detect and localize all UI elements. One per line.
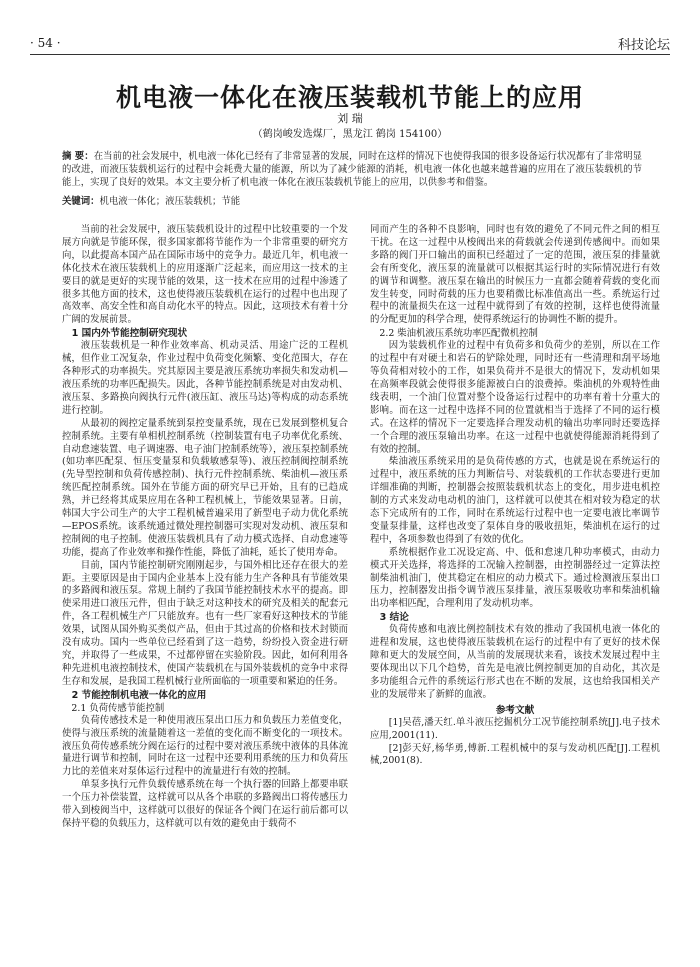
paragraph: 因为装载机作业的过程中有负荷多和负荷少的差别，所以在工作的过程中有对硬土和岩石的铲除处理，同时还有一些清理和刮平场地等负荷相对较小的工作，如果负荷并不是很大的情况下，发动机如果在高频率段就会使得很多能源被白白的浪费掉。柴油机的外观特性曲线表明，一个油门位置对整个设备运行过程中的功率有着十分重大的影响。而在这一过程中选择不同的位置就相当于选择了不同的运行模式。在这样的情况下一定要选择合理发动机的输出功率同时还要选择一个合理的液压泵输出功率。在这一过程中也就使得能源消耗得到了有效的控制。	[370, 340, 660, 455]
running-header	[30, 30, 670, 56]
paragraph: 液压装载机是一种作业效率高、机动灵活、用途广泛的工程机械，但作业工况复杂，作业过程中负荷变化频繁、变化范围大，存在各种形式的功率损失。究其原因主要是液压系统功率损失和发动机—液压系统的功率匹配损失。因此，各种节能控制系统是对由发动机、液压泵、多路换向阀执行元件(液压缸、液压马达)等构成的动态系统进行控制。	[62, 340, 348, 416]
paragraph: 当前的社会发展中，液压装载机设计的过程中比较重要的一个发展方向就是节能环保，很多国家都将节能作为一个非常重要的研究方向，以此提高本国产品在国际市场中的竞争力。最近几年，机电液一体化技术在液压装载机上的应用逐渐广泛起来，而应用这一技术的主要目的就是更好的实现节能的效果，这一技术在应用的过程中渗透了很多其他方面的技术，这也使得液压装载机在运行的过程中也出现了高效率、高安全性和高自动化水平的特点。因此，这项技术有着十分广阔的发展前景。	[62, 224, 348, 326]
paragraph: 系统根据作业工况设定高、中、低和怠速几种功率模式，由动力模式开关选择，将选择的工况输入控制器，由控制器经过一定算法控制柴油机油门，使其稳定在相应的动力模式下。通过检测液压泵出口压力，控制器发出指令调节液压泵排量，液压泵吸收功率和柴油机输出功率相匹配，合理利用了发动机功率。	[370, 546, 660, 610]
paragraph: 负荷传感技术是一种使用液压泵出口压力和负载压力差值变化，使得与液压系统的流量随着这一差值的变化而不断变化的一项技术。液压负荷传感系统分阀在运行的过程中要对液压系统中液体的具体流量进行调节和控制，同时在这一过程中还要利用系统的压力和负荷压力比的差值来对泵体运行过程中的流量进行有效的控制。	[62, 714, 348, 778]
header-rule	[30, 54, 670, 55]
page-number: · 54 ·	[30, 36, 61, 50]
references-heading: 参考文献	[495, 704, 535, 716]
keywords-text: 机电液一体化；液压装载机；节能	[99, 196, 241, 207]
author: 刘 瑞	[337, 112, 363, 125]
paragraph: 负荷传感和电液比例控制技术有效的推动了我国机电液一体化的进程和发展，这也使得液压装载机在运行的过程中有了更好的技术保障和更大的发展空间，从当前的发展现状来看，该技术发展过程中主要体现出以下几个趋势，首先是电液比例控制更加的自动化，其次是多功能组合元件的系统运行形式也在不断的发展，这也给我国相关产业的发展带来了新鲜的血液。	[370, 624, 660, 700]
subsection-heading: 2.1 负荷传感节能控制	[71, 702, 165, 714]
affiliation: （鹤岗峻发选煤厂，黑龙江 鹤岗 154100）	[252, 129, 448, 140]
keywords-label: 关键词：	[62, 196, 100, 207]
paper-title: 机电液一体化在液压装载机节能上的应用	[115, 83, 584, 112]
reference-item: [2]彭天好,杨华勇,傅新.工程机械中的泵与发动机匹配[J].工程机械,2001(8).	[370, 742, 660, 767]
section-heading: 2 节能控制机电液一体化的应用	[71, 689, 207, 701]
left-column	[62, 224, 348, 949]
paragraph: 目前，国内节能控制研究刚刚起步，与国外相比还存在很大的差距。主要原因是由于国内企业基本上没有能力生产各种具有节能效果的多路阀和液压泵。常规上制约了我国节能控制技术水平的提高。即使采用进口液压元件，但由于缺乏对这种技术的研究及相关的配套元件，各工程机械生产厂只能放弃。也有一些厂家看好这种技术的节能效果，试图从国外购买类似产品，但由于其过高的价格和技术封锁而没有成功。国内一些单位已经看到了这一趋势，纷纷投入资金进行研究，并取得了一些成果，不过都停留在实验阶段。因此，如何利用各种先进机电液控制技术，使国产装载机在与国外装载机的竞争中求得生存和发展，是我国工程机械行业所面临的一项重要和紧迫的任务。	[62, 559, 348, 687]
abstract-text: 在当前的社会发展中，机电液一体化已经有了非常显著的发展，同时在这样的情况下也使得我国的很多设备运行状况都有了非常明显的改进，而液压装载机运行的过程中会耗费大量的能源，所以为了减少能源的消耗，机电液一体化也越来越普遍的应用在了液压装载机的节能上，实现了良好的效果。本文主要分析了机电液一体化在液压装载机节能上的应用，以供参考和借鉴。	[62, 151, 643, 189]
right-column	[370, 224, 660, 949]
abstract	[62, 150, 642, 190]
paragraph: 单泵多执行元件负载传感系统在每一个执行器的回路上都要串联一个压力补偿装置，这样就可以从各个串联的多路阀出口将传感压力带入到梭阀当中，这样就可以很好的保证各个阀门在运行前后都可以保持平稳的负载压力，这样就可以有效的避免由于载荷不	[62, 779, 348, 829]
abstract-label: 摘 要：	[62, 151, 94, 162]
paragraph: 从最初的阀控定量系统到泵控变量系统，现在已发展到整机复合控制系统。主要有单相机控制系统（控制装置有电子功率优化系统、自动怠速装置、电子调速器、电子油门控制系统等），液压泵控制系统(如功率匹配泵、恒压变量泵和负载敏感泵等)、液压控制阀控制系统(先导型控制和负荷传感控制)、执行元件控制系统、柴油机—液压系统匹配控制系统。国外在节能方面的研究早已开始，且有的已趋成熟，并已经将其成果应用在各种工程机械上，节能效果显著。日前，韩国大宇公司生产的大宇工程机械普遍采用了新型电子动力优化系统—EPOS系统。该系统通过微处理控制器可实现对发动机、液压泵和控制阀的电子控制。使液压装载机具有了动力模式选择、自动怠速等功能，提高了作业效率和操作性能，降低了油耗，延长了使用寿命。	[62, 417, 348, 558]
reference-item: [1]吴蓓,潘天红.单斗液压挖掘机分工况节能控制系统[J].电子技术应用,2001(11).	[370, 716, 660, 741]
paragraph: 柴油液压系统采用的是负荷传感的方式，也就是说在系统运行的过程中，液压系统的压力判断信号、对装载机的工作状态要进行更加详细准确的判断，控制器会按照装载机状态上的变化，用步进电机控制的方式来发动电动机的油门，这样就可以使其在相对较为稳定的状态下完成所有的工作，同时在系统运行过程中也一定要电液比率调节变量泵排量，这样也改变了泵体自身的吸收扭矩，柴油机在运行的过程中，各项参数也得到了有效的优化。	[370, 456, 660, 545]
paragraph: 同而产生的各种不良影响，同时也有效的避免了不同元件之间的相互干扰。在这一过程中从梭阀出来的荷载就会传递到传感阀中。而如果多路的阀门开口输出的面积已经超过了一定的范围，液压泵的排量就会有所变化，液压泵的流量就可以根据其运行时的实际情况进行有效的调节和调整。液压泵在输出的时候压力一直都会随着荷载的变化而发生转变，同时荷载的压力也要稍微比标准值高出一些。系统运行过程中的流量损失在这一过程中就得到了有效的控制，这样也使得流量的分配更加的科学合理，使得系统运行的协调性不断的提升。	[370, 224, 660, 326]
section-label: 科技论坛	[617, 38, 670, 53]
keywords	[62, 193, 642, 207]
subsection-heading: 2.2 柴油机液压系统功率匹配微机控制	[379, 328, 538, 340]
section-heading: 1 国内外节能控制研究现状	[71, 328, 188, 340]
section-heading: 3 结论	[379, 612, 409, 624]
